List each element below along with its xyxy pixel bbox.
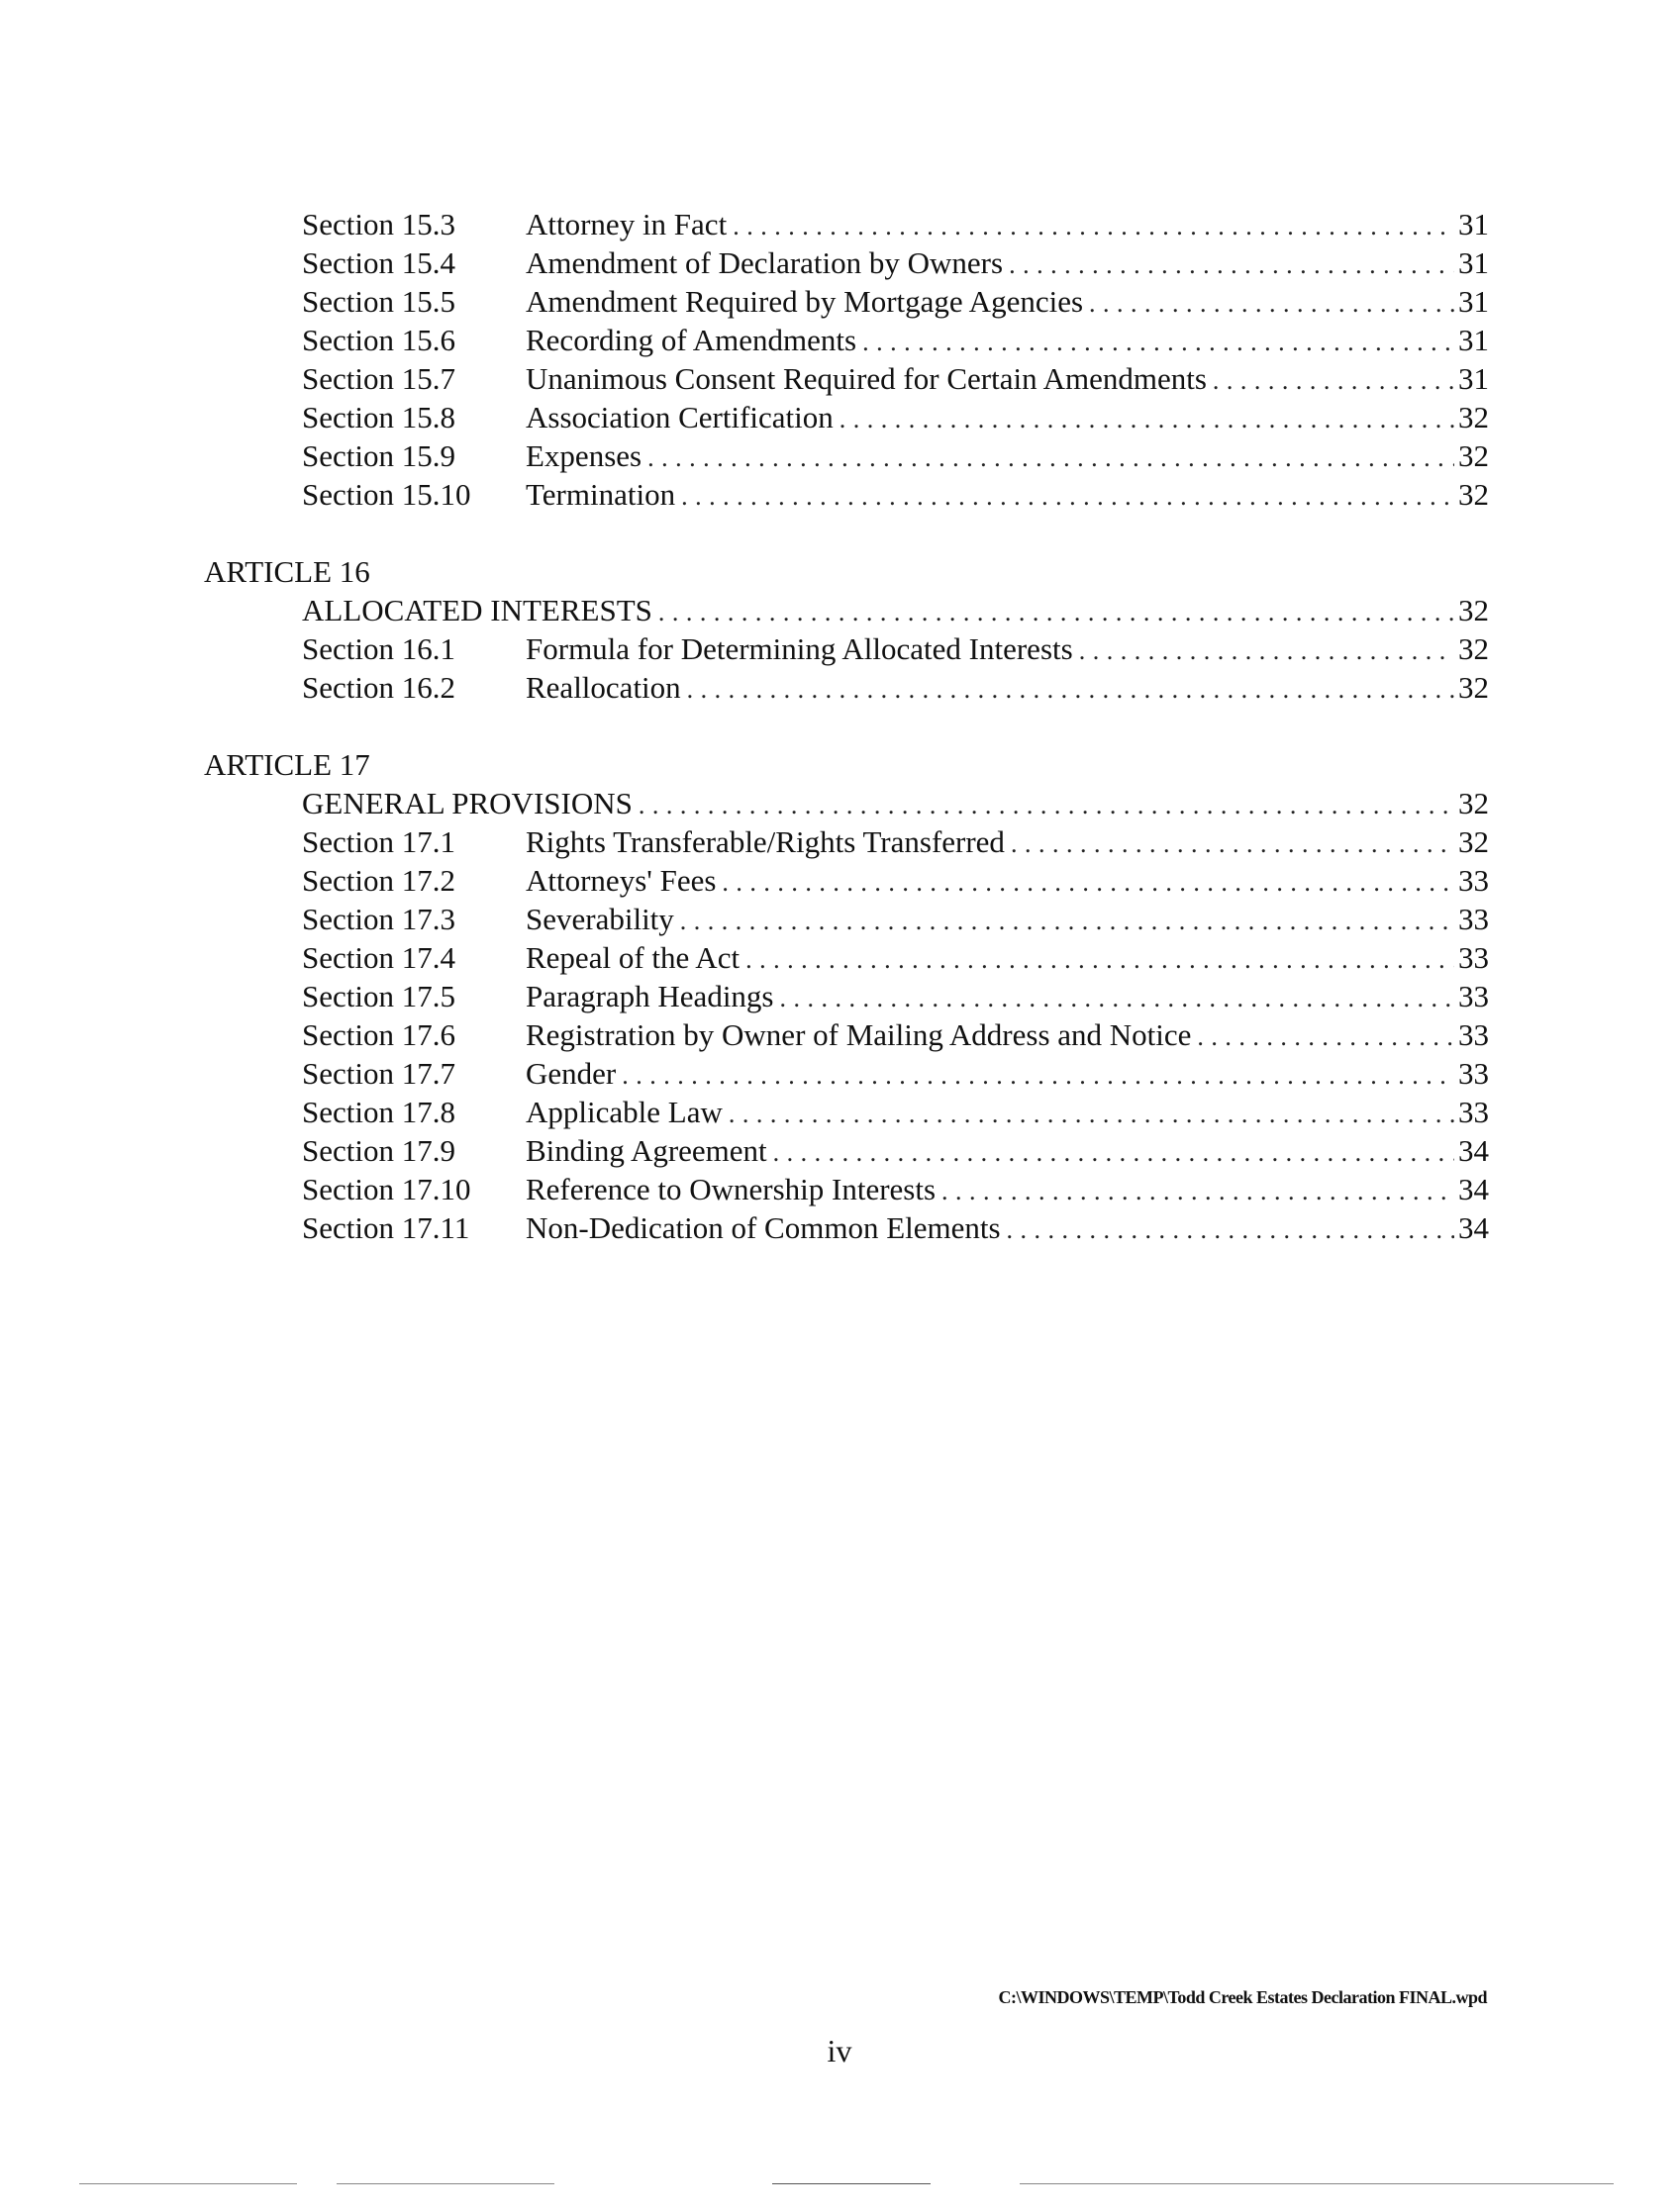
page-ref: 32 <box>1458 438 1489 473</box>
section-number: Section 15.9 <box>302 438 455 473</box>
dot-leader <box>729 1095 1454 1133</box>
page-ref: 33 <box>1458 1017 1489 1052</box>
section-title: Non-Dedication of Common Elements <box>526 1210 1001 1245</box>
page-ref: 33 <box>1458 1095 1489 1129</box>
scan-artifact <box>337 2183 554 2184</box>
page-ref: 31 <box>1458 284 1489 319</box>
section-number: Section 17.2 <box>302 863 455 898</box>
page-ref: 34 <box>1458 1172 1489 1206</box>
dot-leader <box>773 1133 1454 1172</box>
dot-leader <box>687 670 1454 709</box>
footer-file-path: C:\WINDOWS\TEMP\Todd Creek Estates Declaration FINAL.wpd <box>998 1987 1487 2007</box>
toc-entry <box>0 668 1679 707</box>
toc-entry <box>0 629 1679 668</box>
page-ref: 32 <box>1458 631 1489 666</box>
section-title: Attorneys' Fees <box>526 863 717 898</box>
toc-entry <box>0 1208 1679 1247</box>
toc-entry <box>0 475 1679 514</box>
toc-entry <box>0 1015 1679 1054</box>
scan-artifact <box>772 2183 931 2184</box>
dot-leader <box>1011 824 1454 863</box>
toc-entry <box>0 938 1679 977</box>
section-title: Expenses <box>526 438 642 473</box>
toc-article-heading <box>0 784 1679 822</box>
page-ref: 31 <box>1458 245 1489 280</box>
dot-leader <box>647 438 1454 477</box>
article-label: ARTICLE 17 <box>204 747 370 782</box>
toc-entry <box>0 1093 1679 1131</box>
page-ref: 31 <box>1458 323 1489 357</box>
section-title: Termination <box>526 477 676 512</box>
page-ref: 33 <box>1458 1056 1489 1091</box>
page-ref: 31 <box>1458 207 1489 241</box>
section-number: Section 15.3 <box>302 207 455 241</box>
dot-leader <box>1009 245 1454 284</box>
page-ref: 32 <box>1458 593 1489 627</box>
section-number: Section 15.5 <box>302 284 455 319</box>
section-title: Unanimous Consent Required for Certain Amendments <box>526 361 1207 396</box>
section-title: Paragraph Headings <box>526 979 774 1013</box>
section-number: Section 17.8 <box>302 1095 455 1129</box>
section-title: Binding Agreement <box>526 1133 767 1168</box>
article-title: GENERAL PROVISIONS <box>302 786 633 820</box>
section-title: Rights Transferable/Rights Transferred <box>526 824 1005 859</box>
section-number: Section 17.4 <box>302 940 455 975</box>
section-number: Section 15.8 <box>302 400 455 434</box>
section-title: Gender <box>526 1056 617 1091</box>
section-number: Section 17.10 <box>302 1172 471 1206</box>
section-title: Repeal of the Act <box>526 940 741 975</box>
section-number: Section 17.1 <box>302 824 455 859</box>
section-number: Section 15.10 <box>302 477 471 512</box>
dot-leader <box>840 400 1454 438</box>
dot-leader <box>722 863 1454 902</box>
section-number: Section 17.6 <box>302 1017 455 1052</box>
toc-entry <box>0 861 1679 900</box>
dot-leader <box>1197 1017 1454 1056</box>
section-number: Section 17.3 <box>302 902 455 936</box>
toc-entry <box>0 321 1679 359</box>
page-ref: 31 <box>1458 361 1489 396</box>
section-number: Section 17.7 <box>302 1056 455 1091</box>
page-ref: 32 <box>1458 786 1489 820</box>
scan-artifact <box>1020 2183 1614 2184</box>
section-title: Amendment of Declaration by Owners <box>526 245 1004 280</box>
section-number: Section 17.11 <box>302 1210 470 1245</box>
page-ref: 32 <box>1458 824 1489 859</box>
toc-entry <box>0 977 1679 1015</box>
section-number: Section 16.1 <box>302 631 455 666</box>
dot-leader <box>658 593 1454 631</box>
page-ref: 32 <box>1458 400 1489 434</box>
page-ref: 32 <box>1458 670 1489 705</box>
toc-entry <box>0 822 1679 861</box>
section-title: Applicable Law <box>526 1095 723 1129</box>
dot-leader <box>780 979 1455 1017</box>
dot-leader <box>1213 361 1454 400</box>
section-number: Section 15.4 <box>302 245 455 280</box>
dot-leader <box>745 940 1454 979</box>
dot-leader <box>1079 631 1454 670</box>
toc-article-heading <box>0 591 1679 629</box>
dot-leader <box>681 477 1454 516</box>
toc-entry <box>0 359 1679 398</box>
toc-entry <box>0 282 1679 321</box>
toc-entry <box>0 243 1679 282</box>
section-title: Reallocation <box>526 670 681 705</box>
section-title: Registration by Owner of Mailing Address and Notice <box>526 1017 1192 1052</box>
toc-entry <box>0 398 1679 436</box>
article-title: ALLOCATED INTERESTS <box>302 593 652 627</box>
dot-leader <box>1007 1210 1454 1249</box>
section-number: Section 15.7 <box>302 361 455 396</box>
dot-leader <box>941 1172 1454 1210</box>
page-ref: 32 <box>1458 477 1489 512</box>
page-ref: 33 <box>1458 940 1489 975</box>
section-title: Attorney in Fact <box>526 207 728 241</box>
section-title: Amendment Required by Mortgage Agencies <box>526 284 1084 319</box>
toc-entry <box>0 1131 1679 1170</box>
page-ref: 34 <box>1458 1210 1489 1245</box>
page-ref: 34 <box>1458 1133 1489 1168</box>
section-title: Association Certification <box>526 400 834 434</box>
toc-entry <box>0 1170 1679 1208</box>
section-title: Reference to Ownership Interests <box>526 1172 937 1206</box>
page-ref: 33 <box>1458 979 1489 1013</box>
page-ref: 33 <box>1458 902 1489 936</box>
dot-leader <box>1089 284 1454 323</box>
toc-entry <box>0 436 1679 475</box>
section-number: Section 15.6 <box>302 323 455 357</box>
section-number: Section 17.5 <box>302 979 455 1013</box>
section-title: Severability <box>526 902 674 936</box>
page-ref: 33 <box>1458 863 1489 898</box>
section-title: Recording of Amendments <box>526 323 857 357</box>
dot-leader <box>639 786 1454 824</box>
section-title: Formula for Determining Allocated Interests <box>526 631 1073 666</box>
dot-leader <box>622 1056 1454 1095</box>
dot-leader <box>862 323 1454 361</box>
section-number: Section 16.2 <box>302 670 455 705</box>
scan-artifact <box>79 2183 297 2184</box>
dot-leader <box>680 902 1454 940</box>
toc-entry <box>0 205 1679 243</box>
section-number: Section 17.9 <box>302 1133 455 1168</box>
page-number: iv <box>827 2033 852 2068</box>
toc-entry <box>0 900 1679 938</box>
dot-leader <box>733 207 1454 245</box>
article-label: ARTICLE 16 <box>204 554 370 589</box>
toc-entry <box>0 1054 1679 1093</box>
